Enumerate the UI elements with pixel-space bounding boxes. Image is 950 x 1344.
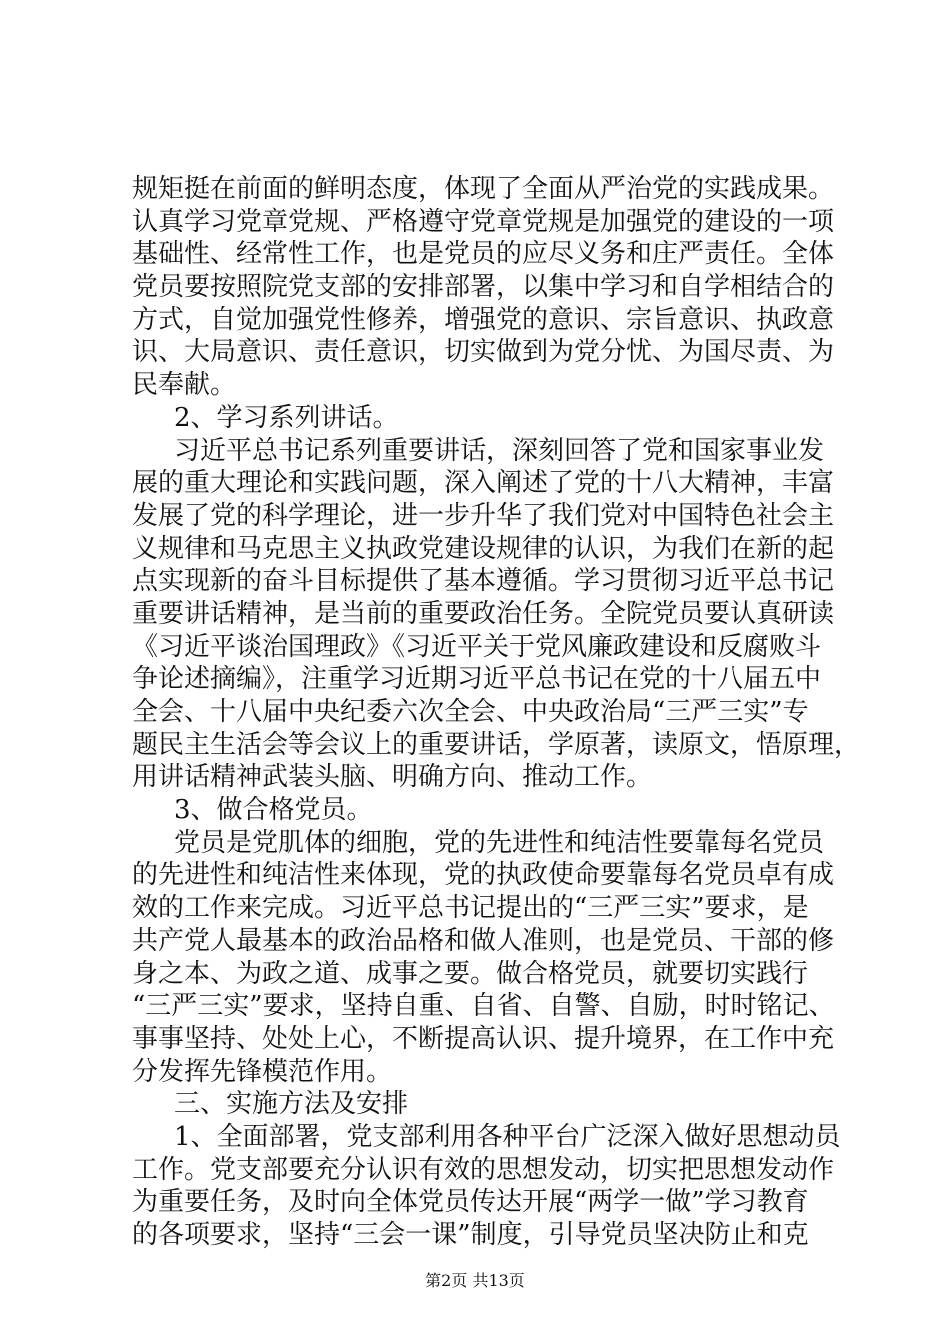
body-line: 效的工作来完成。习近平总书记提出的“三严三实”要求，是	[132, 893, 809, 924]
body-line: 工作。党支部要充分认识有效的思想发动，切实把思想发动作	[132, 1154, 835, 1185]
body-line: 义规律和马克思主义执政党建设规律的认识，为我们在新的起	[132, 533, 835, 564]
paragraph-first-line: 1、全面部署，党支部利用各种平台广泛深入做好思想动员	[174, 1121, 841, 1152]
body-line: 基础性、经常性工作，也是党员的应尽义务和庄严责任。全体	[132, 239, 835, 270]
body-line: 题民主生活会等会议上的重要讲话，学原著，读原文，悟原理，	[132, 729, 861, 760]
body-line: 重要讲话精神，是当前的重要政治任务。全院党员要认真研读	[132, 598, 835, 629]
page-number-label: 第2页 共13页	[425, 1271, 525, 1290]
body-line: 识、大局意识、责任意识，切实做到为党分忧、为国尽责、为	[132, 337, 835, 368]
body-line: 事事坚持、处处上心，不断提高认识、提升境界，在工作中充	[132, 1023, 835, 1054]
body-line: 用讲话精神武装头脑、明确方向、推动工作。	[132, 762, 653, 793]
body-line: 分发挥先锋模范作用。	[132, 1056, 393, 1087]
body-line: 为重要任务，及时向全体党员传达开展“两学一做”学习教育	[132, 1187, 809, 1218]
body-line: “三严三实”要求，坚持自重、自省、自警、自励，时时铭记、	[132, 991, 835, 1022]
body-line: 的各项要求，坚持“三会一课”制度，引导党员坚决防止和克	[132, 1220, 809, 1250]
section-heading: 3、做合格党员。	[174, 795, 373, 826]
body-line: 认真学习党章党规、严格遵守党章党规是加强党的建设的一项	[132, 206, 835, 237]
body-line: 规矩挺在前面的鲜明态度，体现了全面从严治党的实践成果。	[132, 174, 835, 204]
section-heading: 三、实施方法及安排	[174, 1089, 409, 1120]
body-line: 方式，自觉加强党性修养，增强党的意识、宗旨意识、执政意	[132, 304, 835, 335]
body-line: 争论述摘编》，注重学习近期习近平总书记在党的十八届五中	[132, 664, 822, 695]
body-line: 的先进性和纯洁性来体现，党的执政使命要靠每名党员卓有成	[132, 860, 835, 891]
paragraph-first-line: 党员是党肌体的细胞，党的先进性和纯洁性要靠每名党员	[174, 827, 825, 858]
body-line: 民奉献。	[132, 370, 237, 401]
body-line: 展的重大理论和实践问题，深入阐述了党的十八大精神，丰富	[132, 468, 835, 499]
body-line: 发展了党的科学理论，进一步升华了我们党对中国特色社会主	[132, 500, 835, 531]
body-line: 身之本、为政之道、成事之要。做合格党员，就要切实践行	[132, 958, 809, 989]
body-line: 党员要按照院党支部的安排部署，以集中学习和自学相结合的	[132, 272, 835, 303]
document-body	[132, 173, 861, 1252]
body-line: 点实现新的奋斗目标提供了基本遵循。学习贯彻习近平总书记	[132, 566, 835, 597]
paragraph-first-line: 习近平总书记系列重要讲话，深刻回答了党和国家事业发	[174, 435, 825, 466]
page-footer	[0, 1268, 950, 1291]
body-line: 《习近平谈治国理政》《习近平关于党风廉政建设和反腐败斗	[132, 631, 822, 662]
body-line: 共产党人最基本的政治品格和做人准则，也是党员、干部的修	[132, 925, 835, 956]
body-line: 全会、十八届中央纪委六次全会、中央政治局“三严三实”专	[132, 697, 809, 727]
section-heading: 2、学习系列讲话。	[174, 402, 399, 433]
